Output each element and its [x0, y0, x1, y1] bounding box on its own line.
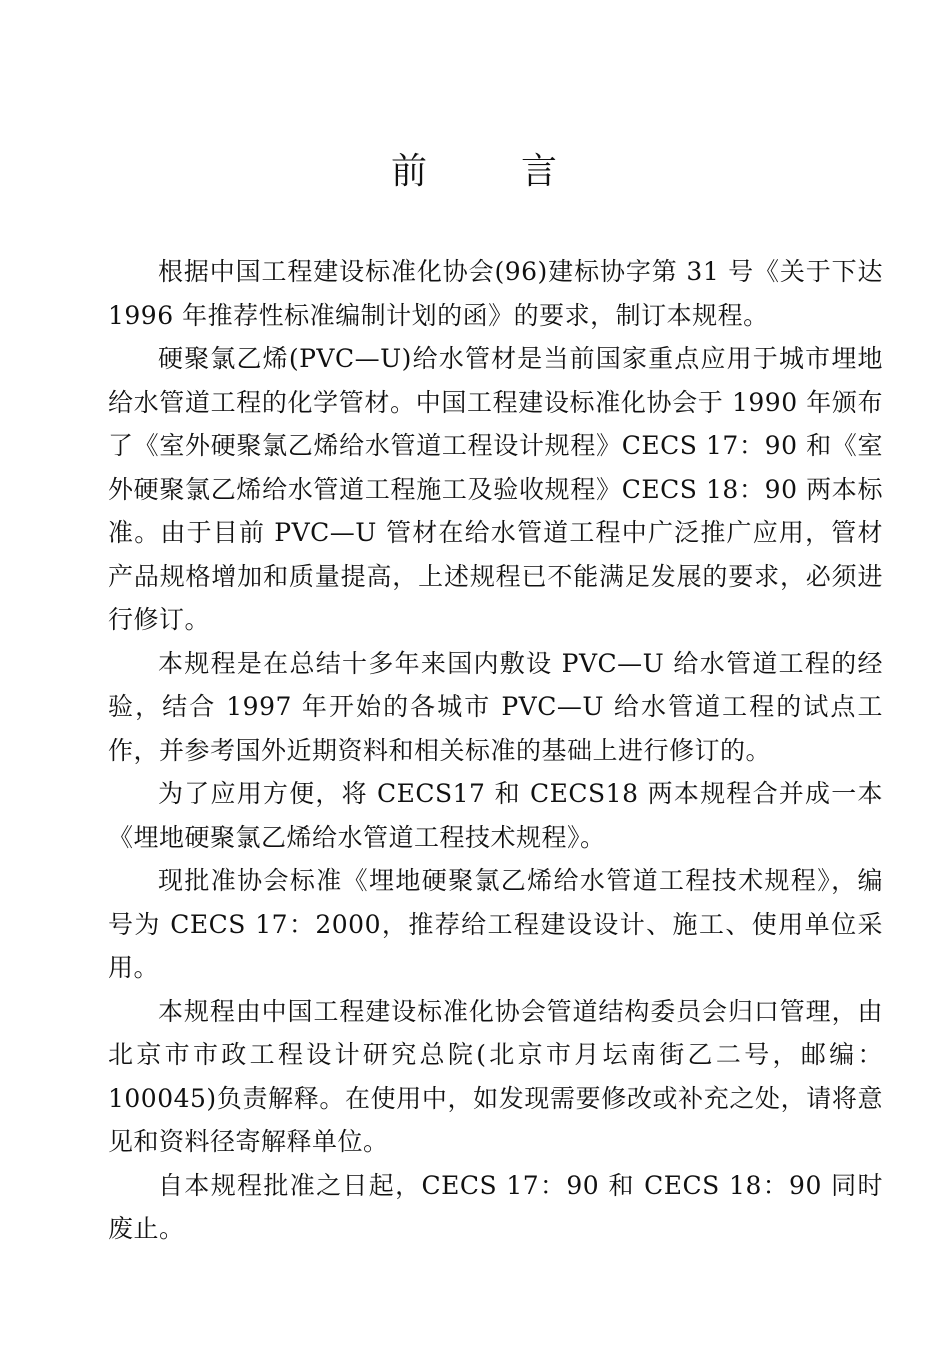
paragraph-5: 现批准协会标准《埋地硬聚氯乙烯给水管道工程技术规程》，编号为 CECS 17：2000，推荐给工程建设设计、施工、使用单位采用。	[108, 866, 883, 982]
title-char-1: 前	[390, 151, 429, 192]
paragraph-6: 本规程由中国工程建设标准化协会管道结构委员会归口管理，由北京市市政工程设计研究总院(北京市月坛南街乙二号，邮编：100045)负责解释。在使用中，如发现需要修改或补充之处，请将意见和资料径寄解释单位。	[108, 996, 883, 1156]
title-char-2: 言	[521, 151, 560, 192]
paragraph-4: 为了应用方便，将 CECS17 和 CECS18 两本规程合并成一本《埋地硬聚氯乙烯给水管道工程技术规程》。	[108, 779, 883, 852]
paragraph-1: 根据中国工程建设标准化协会(96)建标协字第 31 号《关于下达 1996 年推荐性标准编制计划的函》的要求，制订本规程。	[108, 257, 883, 330]
preface-body	[108, 250, 883, 1251]
paragraph-2: 硬聚氯乙烯(PVC—U)给水管材是当前国家重点应用于城市埋地给水管道工程的化学管材。中国工程建设标准化协会于 1990 年颁布了《室外硬聚氯乙烯给水管道工程设计规程》CECS 17：90 和《室外硬聚氯乙烯给水管道工程施工及验收规程》CECS 18：90 两本标准。由于目前 PVC—U 管材在给水管道工程中广泛推广应用，管材产品规格增加和质量提高，上述规程已不能满足发展的要求，必须进行修订。	[108, 344, 883, 634]
page-title	[0, 146, 950, 198]
paragraph-3: 本规程是在总结十多年来国内敷设 PVC—U 给水管道工程的经验，结合 1997 年开始的各城市 PVC—U 给水管道工程的试点工作，并参考国外近期资料和相关标准的基础上进行修订的。	[108, 648, 883, 765]
paragraph-7: 自本规程批准之日起，CECS 17：90 和 CECS 18：90 同时废止。	[108, 1170, 883, 1243]
